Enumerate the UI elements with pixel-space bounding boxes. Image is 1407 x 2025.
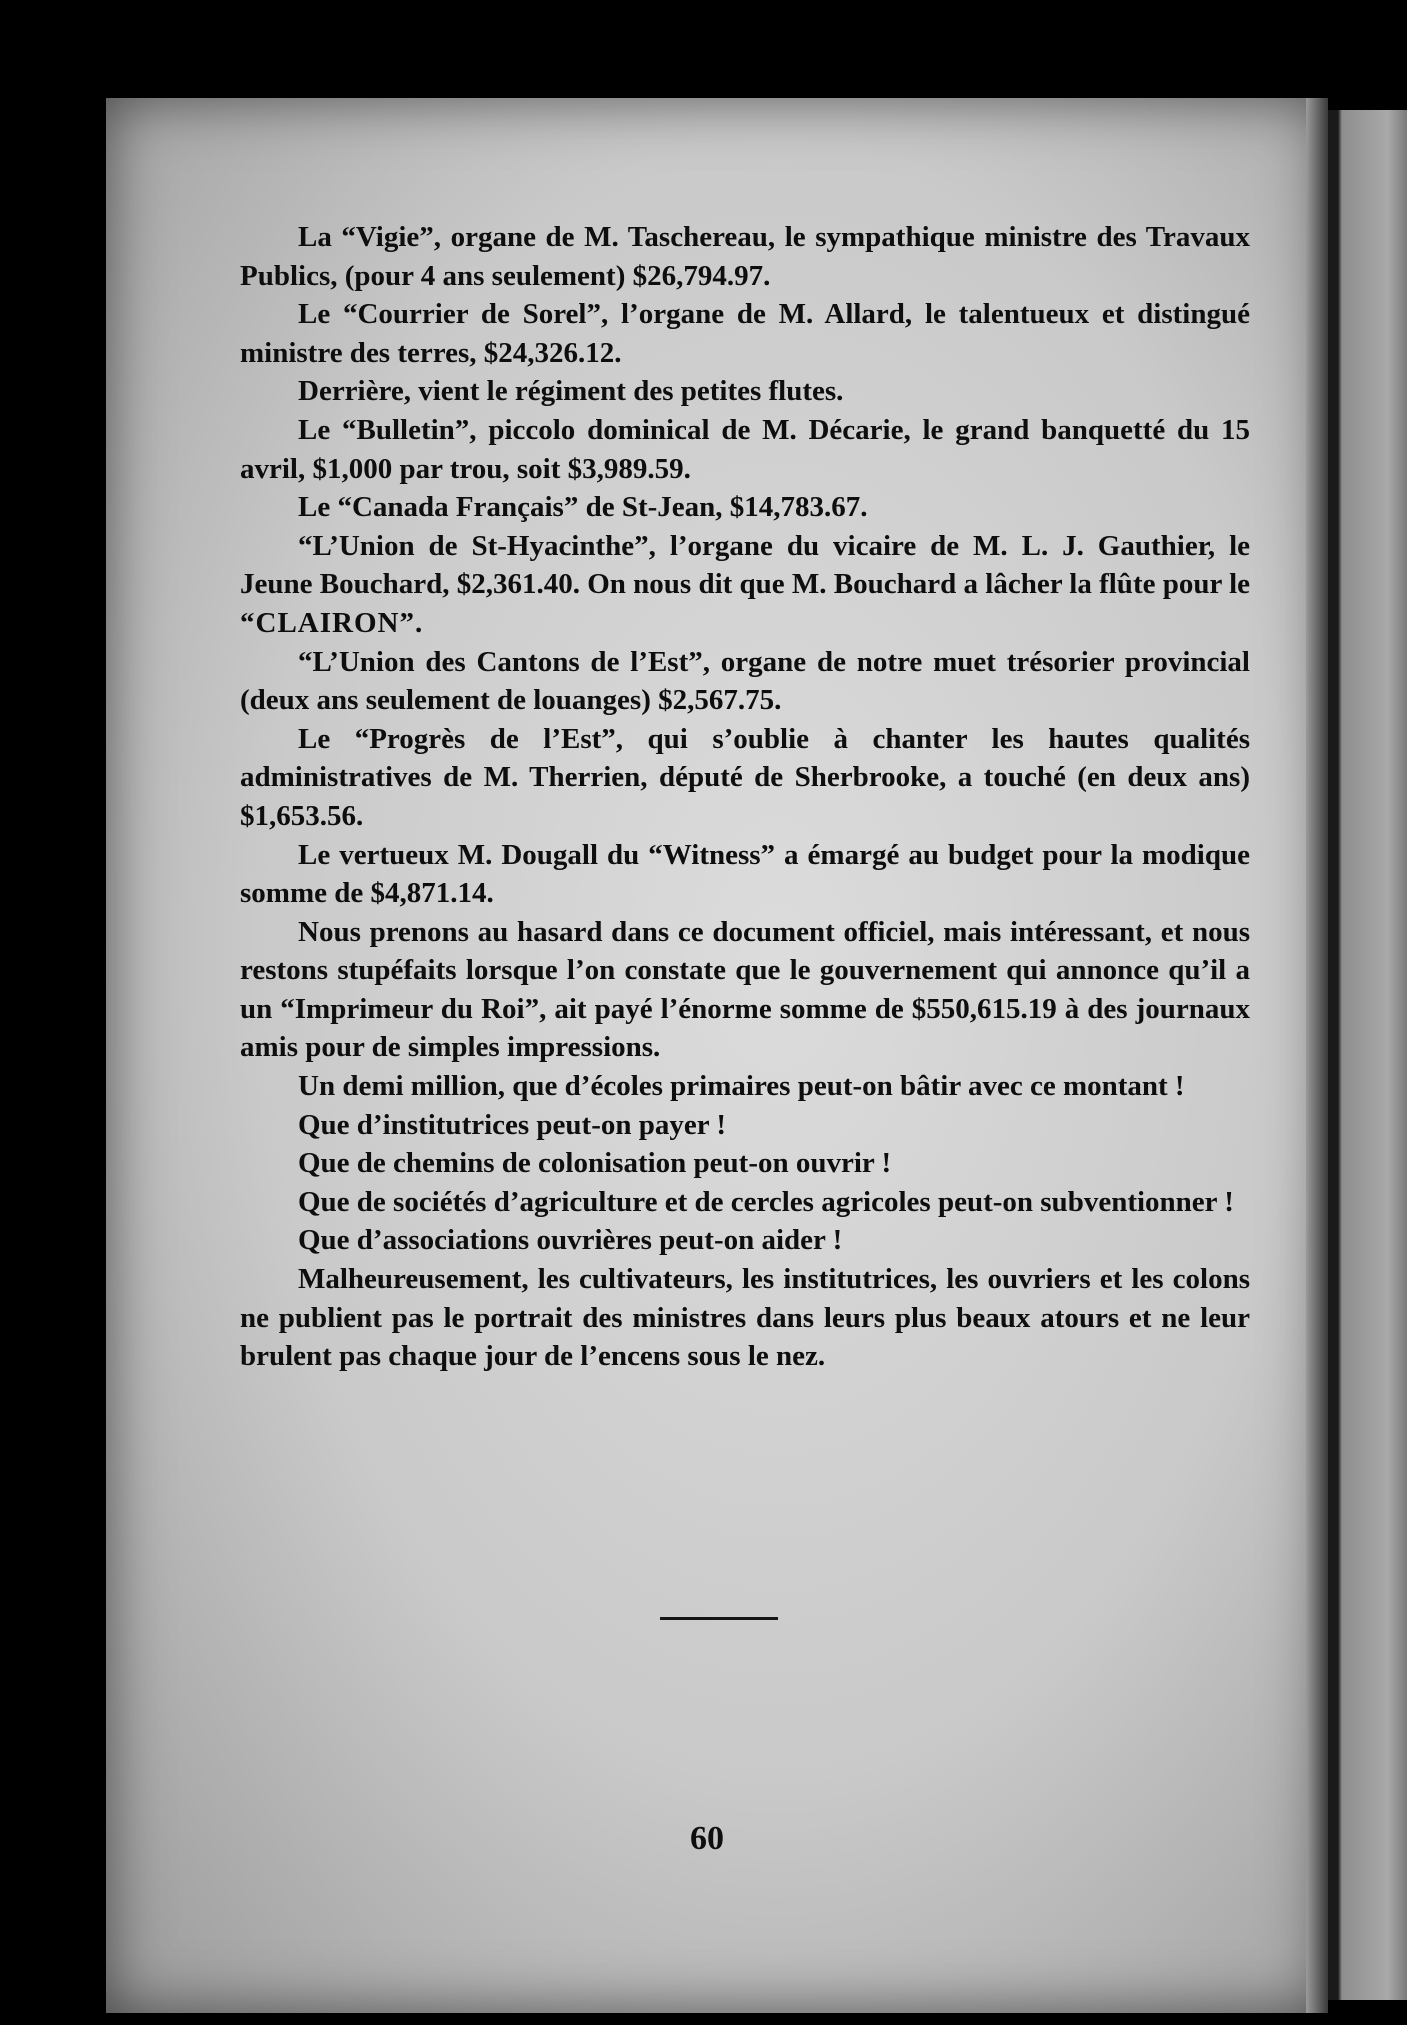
paragraph-text: “L’Union de St-Hyacinthe”, l’organe du vicaire de M. L. J. Gauthier, le Jeune Bouchard, $2,361.40. On nous dit que M. Bouchard a lâcher la flûte pour le: [240, 529, 1251, 601]
paragraph-with-emphasis: [240, 527, 1250, 643]
paragraph: Un demi million, que d’écoles primaires peut-on bâtir avec ce montant !: [298, 1070, 1185, 1103]
paragraph: Que de sociétés d’agriculture et de cercles agricoles peut-on subventionner !: [298, 1185, 1234, 1218]
paragraph: Le “Canada Français” de St-Jean, $14,783.67.: [298, 491, 868, 524]
body-text: [240, 218, 1250, 1376]
paragraph: Le vertueux M. Dougall du “Witness” a émargé au budget pour la modique somme de $4,871.14.: [240, 838, 1250, 910]
paragraph: Derrière, vient le régiment des petites flutes.: [298, 375, 844, 408]
paragraph: Le “Bulletin”, piccolo dominical de M. Décarie, le grand banquetté du 15 avril, $1,000 par trou, soit $3,989.59.: [240, 413, 1250, 485]
paragraph: Malheureusement, les cultivateurs, les institutrices, les ouvriers et les colons ne publient pas le portrait des ministres dans leurs plus beaux atours et ne leur brulent pas chaque jour de l’encens sous le nez.: [240, 1263, 1250, 1373]
paragraph: La “Vigie”, organe de M. Taschereau, le sympathique ministre des Travaux Publics, (pour 4 ans seulement) $26,794.97.: [240, 221, 1250, 292]
paragraph: Nous prenons au hasard dans ce document officiel, mais intéressant, et nous restons stupéfaits lorsque l’on constate que le gouvernement qui annonce qu’il a un “Imprimeur du Roi”, ait payé l’énorme somme de $550,615.19 à des journaux amis pour de simples impressions.: [240, 915, 1250, 1064]
next-page-edge: [1328, 110, 1407, 2000]
paragraph: Que d’associations ouvrières peut-on aider !: [298, 1224, 843, 1257]
paragraph: Le “Progrès de l’Est”, qui s’oublie à chanter les hautes qualités administratives de M. Therrien, député de Sherbrooke, a touché (en deux ans) $1,653.56.: [240, 722, 1250, 832]
page-number: 60: [690, 1820, 724, 1857]
section-divider: [660, 1617, 778, 1620]
clairon-emphasis: “CLAIRON”.: [240, 606, 424, 639]
paragraph: Le “Courrier de Sorel”, l’organe de M. Allard, le talentueux et distingué ministre des terres, $24,326.12.: [240, 298, 1250, 369]
paragraph: Que d’institutrices peut-on payer !: [298, 1108, 727, 1141]
paragraph: Que de chemins de colonisation peut-on ouvrir !: [298, 1147, 892, 1180]
page-gutter: [1306, 98, 1328, 2013]
paragraph: “L’Union des Cantons de l’Est”, organe de notre muet trésorier provincial (deux ans seulement de louanges) $2,567.75.: [240, 645, 1250, 717]
